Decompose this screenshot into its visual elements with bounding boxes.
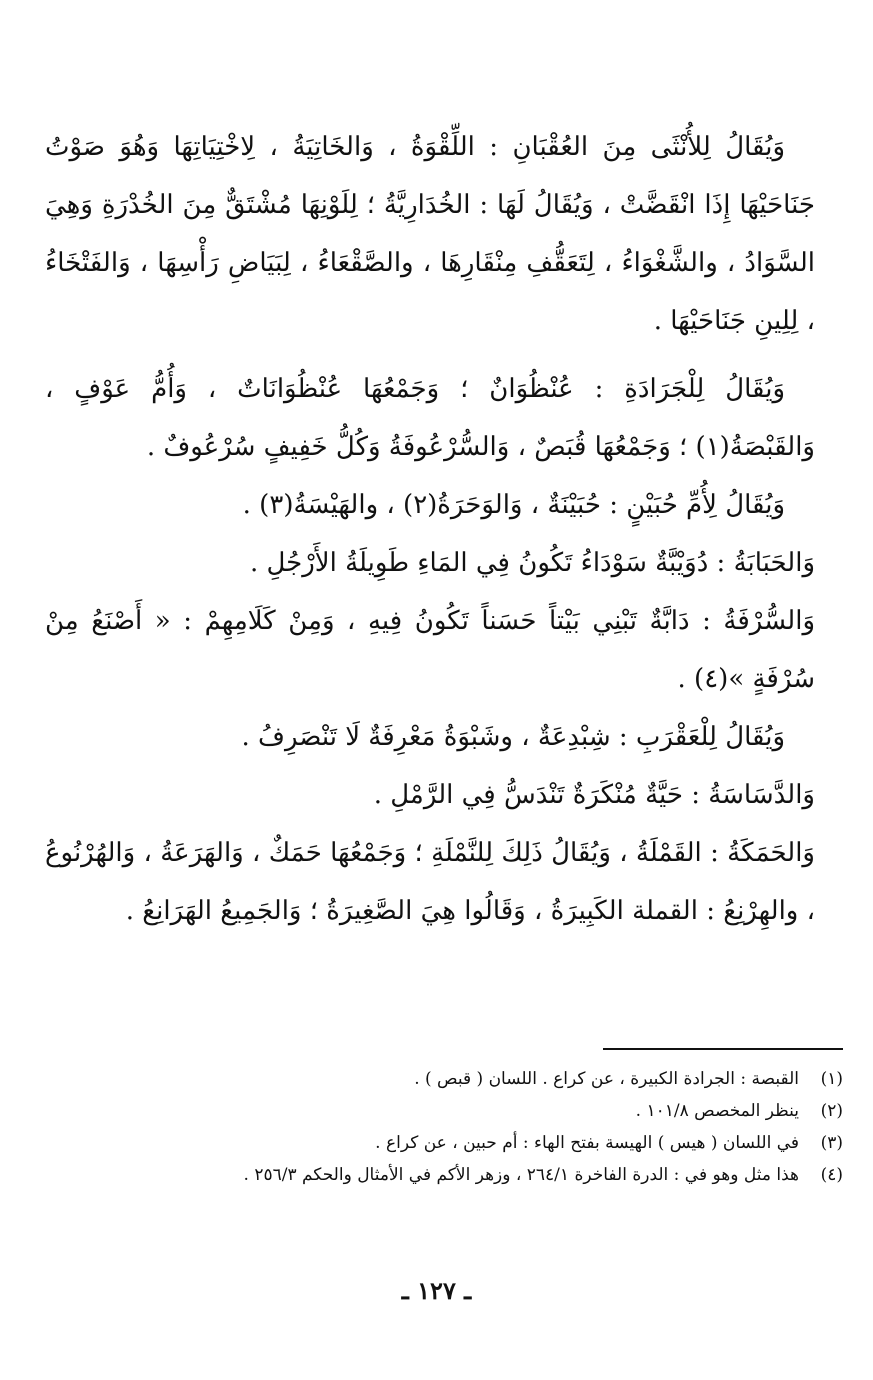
footnote-number: (٢) — [820, 1101, 843, 1121]
paragraph-scorpion: وَيُقَالُ لِلْعَقْرَبِ : شِبْدِعَةٌ ، وشَبْوَةُ مَعْرِفَةٌ لَا تَنْصَرِفُ . — [241, 722, 785, 752]
page-number: ـ ١٢٧ ـ — [401, 1276, 472, 1305]
footnote-text: ينظر المخصص ١٠١/٨ . — [635, 1101, 799, 1121]
paragraph-umm-hubayn: وَيُقَالُ لِأُمِّ حُبَيْنٍ : حُبَيْنَةٌ ، وَالوَحَرَةُ(٢) ، والهَيْسَةُ(٣) . — [242, 490, 785, 520]
footnote-number: (١) — [820, 1069, 843, 1089]
footnotes — [43, 1063, 843, 1191]
paragraph-surfa: وَالسُّرْفَةُ : دَابَّةٌ تَبْنِي بَيْتاً حَسَناً تَكُونُ فِيهِ ، وَمِنْ كَلَامِهِمْ : « أَصْنَعُ مِنْ سُرْفَةٍ »(٤) . — [45, 606, 815, 694]
paragraph-eagle: وَيُقَالُ لِلأُنْثَى مِنَ العُقْبَانِ : اللِّقْوَةُ ، وَالخَاتِيَةُ ، لِاخْتِيَاتِهَا وَهُوَ صَوْتُ جَنَاحَيْهَا إِذَا انْقَضَّتْ ، وَيُقَالُ لَهَا : الخُدَارِيَّةُ ؛ لِلَوْنِهَا مُشْتَقٌّ مِنَ الخُدْرَةِ وَهِيَ السَّوَادُ ، والشَّغْوَاءُ ، لِتَعَقُّفِ مِنْقَارِهَا ، والصَّقْعَاءُ ، لِبَيَاضِ رَأْسِهَا ، وَالفَتْخَاءُ ، لِلِينِ جَنَاحَيْهَا . — [45, 132, 816, 336]
footnote-divider — [603, 1048, 843, 1050]
main-text — [45, 118, 815, 940]
footnote-1 — [43, 1063, 843, 1095]
footnote-text: هذا مثل وهو في : الدرة الفاخرة ٢٦٤/١ ، وزهر الأكم في الأمثال والحكم ٢٥٦/٣ . — [243, 1165, 799, 1185]
paragraph-locust: وَيُقَالُ لِلْجَرَادَةِ : عُنْظُوَانٌ ؛ وَجَمْعُهَا عُنْظُوَانَاتٌ ، وَأُمُّ عَوْفٍ ، وَالقَبْصَةُ(١) ؛ وَجَمْعُهَا قُبَصٌ ، وَالسُّرْعُوفَةُ وَكُلُّ خَفِيفٍ سُرْعُوفٌ . — [45, 374, 815, 462]
footnote-text: القبصة : الجرادة الكبيرة ، عن كراع . اللسان ( قبص ) . — [414, 1069, 799, 1089]
paragraph-dassasa: وَالدَّسَاسَةُ : حَيَّةٌ مُنْكَرَةٌ تَنْدَسُّ فِي الرَّمْلِ . — [373, 780, 815, 810]
paragraph-hamaka: وَالحَمَكَةُ : القَمْلَةُ ، وَيُقَالُ ذَلِكَ لِلنَّمْلَةِ ؛ وَجَمْعُهَا حَمَكٌ ، وَالهَرَعَةُ ، وَالهُرْنُوعُ ، والهِرْنِعُ : القملة الكَبِيرَةُ ، وَقَالُوا هِيَ الصَّغِيرَةُ ؛ وَالجَمِيعُ الهَرَانِعُ . — [45, 838, 815, 926]
footnote-text: في اللسان ( هيس ) الهيسة بفتح الهاء : أم حبين ، عن كراع . — [375, 1133, 799, 1153]
paragraph-habbaba: وَالحَبَابَةُ : دُوَيْبَّةٌ سَوْدَاءُ تَكُونُ فِي المَاءِ طَوِيلَةُ الأَرْجُلِ . — [249, 548, 815, 578]
footnote-2 — [43, 1095, 843, 1127]
footnote-number: (٣) — [820, 1133, 843, 1153]
footnote-3 — [43, 1127, 843, 1159]
footnote-4 — [43, 1159, 843, 1191]
footnote-number: (٤) — [820, 1165, 843, 1185]
